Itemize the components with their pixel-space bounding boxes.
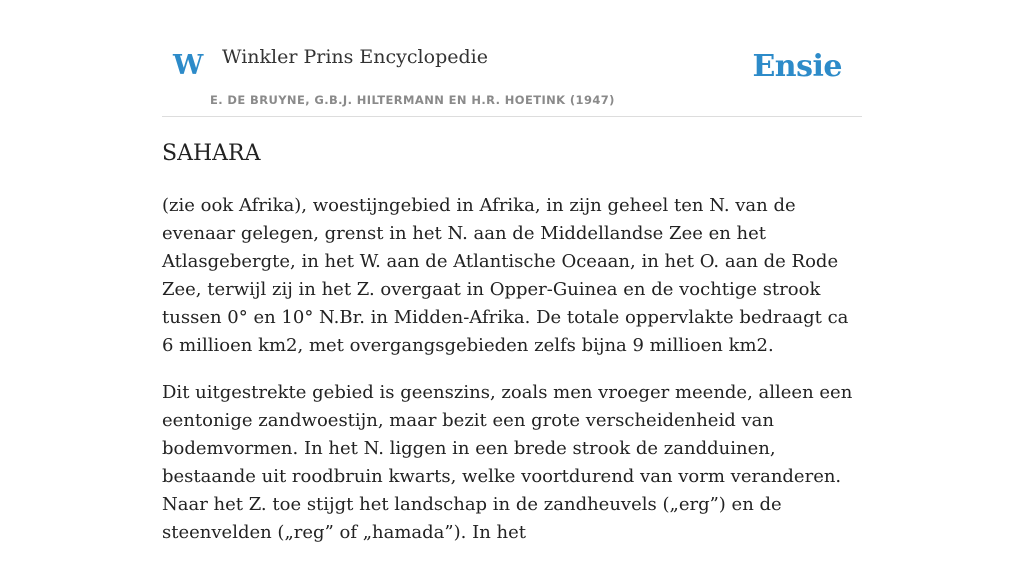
article-paragraph: (zie ook Afrika), woestijngebied in Afrika, in zijn geheel ten N. van de evenaar gelegen, grenst in het N. aan de Middellandse Zee en het Atlasgebergte, in het W. aan de Atlantische Oceaan, in het O. aan de Rode Zee, terwijl zij in het Z. overgaat in Opper-Guinea en de vochtige strook tussen 0° en 10° N.Br. in Midden-Afrika. De totale oppervlakte bedraagt ca 6 millioen km2, met overgangsgebieden zelfs bijna 9 millioen km2. <box>162 195 849 356</box>
source-logo-icon[interactable]: W <box>173 50 204 81</box>
source-title-link[interactable]: Winkler Prins Encyclopedie <box>222 46 488 68</box>
ensie-logo[interactable]: Ensie <box>752 49 842 84</box>
source-header <box>162 0 862 117</box>
article-body <box>162 192 865 566</box>
article-paragraph: Dit uitgestrekte gebied is geenszins, zoals men vroeger meende, alleen een eentonige zandwoestijn, maar bezit een grote verscheidenheid van bodemvormen. In het N. liggen in een brede strook de zandduinen, bestaande uit roodbruin kwarts, welke voortdurend van vorm veranderen. Naar het Z. toe stijgt het landschap in de zandheuvels („erg”) en de steenvelden („reg” of „hamada”). In het <box>162 382 853 543</box>
source-authors: E. DE BRUYNE, G.B.J. HILTERMANN EN H.R. HOETINK (1947) <box>210 93 615 107</box>
article-title: SAHARA <box>162 141 261 166</box>
